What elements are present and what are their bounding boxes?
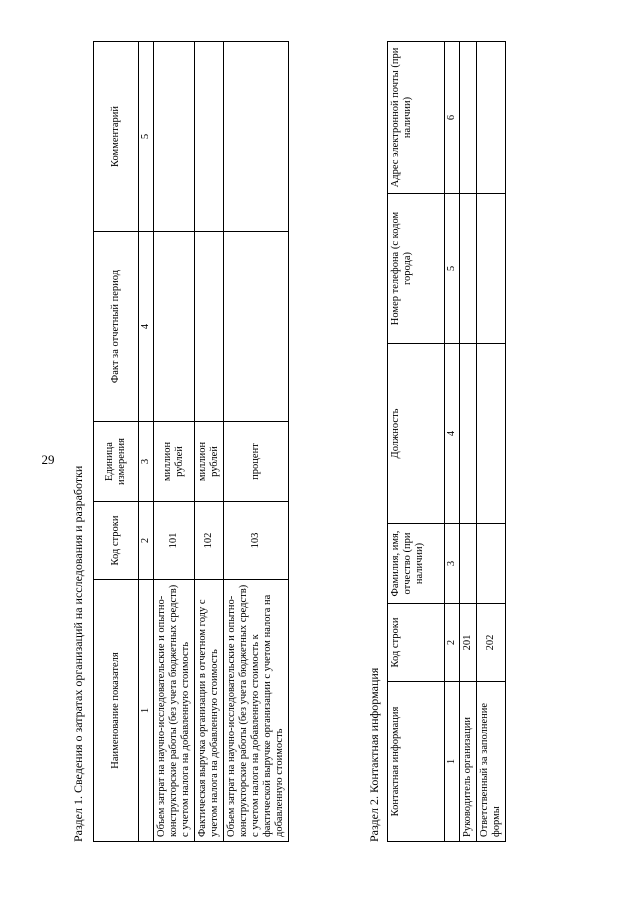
header-indicator-name: Наименование показателя <box>94 580 139 842</box>
rotated-sheet <box>65 42 585 842</box>
row-comment-cell[interactable] <box>154 42 195 232</box>
col-number: 5 <box>139 42 154 232</box>
section2-table <box>387 41 506 842</box>
header-fact: Факт за отчетный период <box>94 232 139 422</box>
row-comment-cell[interactable] <box>195 42 224 232</box>
header-line-code: Код строки <box>94 502 139 580</box>
header-phone: Номер телефона (с кодом города) <box>388 194 445 344</box>
col-number: 3 <box>445 524 460 604</box>
row-phone-cell[interactable] <box>460 194 477 344</box>
header-comment: Комментарий <box>94 42 139 232</box>
row-position-cell[interactable] <box>460 344 477 524</box>
row-name: Фактическая выручка организации в отчетном году с учетом налога на добавленную стоимость <box>195 580 224 842</box>
row-phone-cell[interactable] <box>477 194 506 344</box>
row-code: 201 <box>460 604 477 682</box>
section1-header-row <box>94 42 139 842</box>
table-row <box>460 42 477 842</box>
section1-title: Раздел 1. Сведения о затратах организаций на исследования и разработки <box>71 465 85 842</box>
col-number: 2 <box>139 502 154 580</box>
row-email-cell[interactable] <box>477 42 506 194</box>
row-code: 102 <box>195 502 224 580</box>
header-unit: Единица измерения <box>94 422 139 502</box>
row-code: 202 <box>477 604 506 682</box>
col-number: 1 <box>445 682 460 842</box>
row-fact-cell[interactable] <box>154 232 195 422</box>
table-row <box>224 42 289 842</box>
page-number: 29 <box>41 452 55 467</box>
col-number: 4 <box>445 344 460 524</box>
row-fact-cell[interactable] <box>195 232 224 422</box>
section2-number-row <box>445 42 460 842</box>
row-fact-cell[interactable] <box>224 232 289 422</box>
col-number: 6 <box>445 42 460 194</box>
col-number: 4 <box>139 232 154 422</box>
row-name: Объем затрат на научно-исследовательские и опытно-конструкторские работы (без учета бюджетных средств) с учетом налога на добавленную стоимость к фактической выручке организации с учетом налога на добавленную стоимость <box>224 580 289 842</box>
table-row <box>195 42 224 842</box>
row-full-name-cell[interactable] <box>460 524 477 604</box>
row-code: 103 <box>224 502 289 580</box>
row-position-cell[interactable] <box>477 344 506 524</box>
row-code: 101 <box>154 502 195 580</box>
section2-header-row <box>388 42 445 842</box>
section2-title: Раздел 2. Контактная информация <box>367 667 381 842</box>
header-position: Должность <box>388 344 445 524</box>
col-number: 2 <box>445 604 460 682</box>
col-number: 5 <box>445 194 460 344</box>
table-row <box>154 42 195 842</box>
row-full-name-cell[interactable] <box>477 524 506 604</box>
header-email: Адрес электронной почты (при наличии) <box>388 42 445 194</box>
row-unit: миллион рублей <box>195 422 224 502</box>
row-comment-cell[interactable] <box>224 42 289 232</box>
header-full-name: Фамилия, имя, отчество (при наличии) <box>388 524 445 604</box>
row-unit: миллион рублей <box>154 422 195 502</box>
section1-table <box>93 41 289 842</box>
col-number: 1 <box>139 580 154 842</box>
section1-number-row <box>139 42 154 842</box>
col-number: 3 <box>139 422 154 502</box>
row-email-cell[interactable] <box>460 42 477 194</box>
header-line-code: Код строки <box>388 604 445 682</box>
row-name: Руководитель организации <box>460 682 477 842</box>
row-unit: процент <box>224 422 289 502</box>
table-row <box>477 42 506 842</box>
row-name: Ответственный за заполнение формы <box>477 682 506 842</box>
row-name: Объем затрат на научно-исследовательские и опытно-конструкторские работы (без учета бюджетных средств) с учетом налога на добавленную стоимость <box>154 580 195 842</box>
header-contact-info: Контактная информация <box>388 682 445 842</box>
